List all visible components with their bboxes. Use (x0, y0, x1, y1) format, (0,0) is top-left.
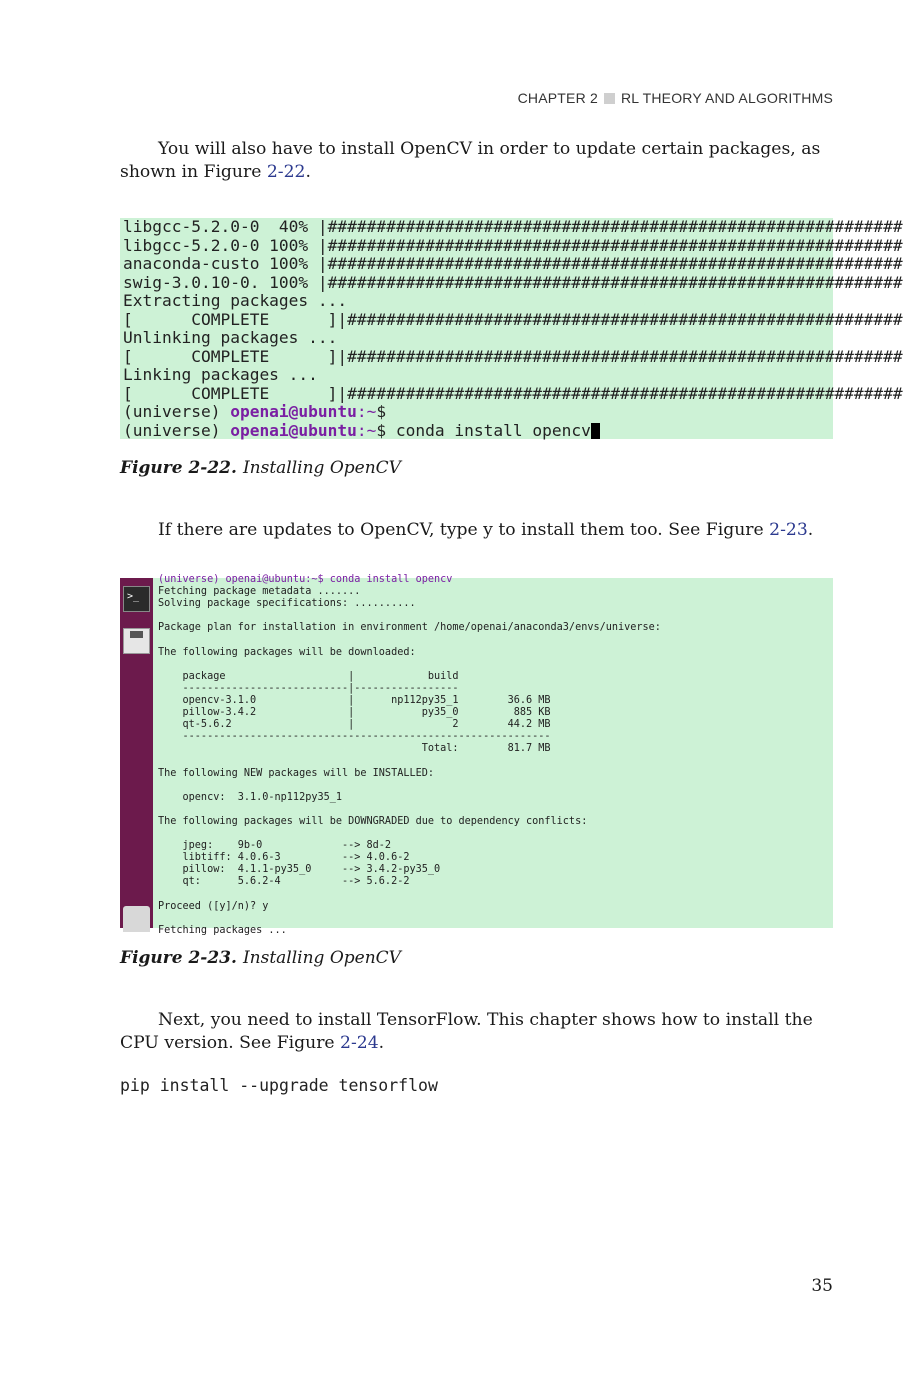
terminal-header-line: (universe) openai@ubuntu:~$ conda install opencv (158, 574, 453, 585)
terminal-line (158, 913, 661, 925)
figure-caption-2-22 (120, 458, 401, 478)
terminal-line: Solving package specifications: .......... (158, 598, 416, 610)
prompt-user: openai@ubuntu (230, 402, 357, 421)
prompt-dir: :~ (356, 402, 377, 421)
terminal-line: Proceed ([y]/n)? y (158, 900, 269, 912)
terminal-screenshot-2-23 (120, 574, 833, 936)
terminal-line: [ COMPLETE ]|######################################################### (123, 346, 903, 366)
paragraph-opencv (120, 138, 833, 184)
terminal-line: libgcc-5.2.0-0 40% |########################################################### (123, 217, 903, 236)
caption-label: Figure 2-22. (120, 458, 237, 478)
terminal-line: opencv: 3.1.0-np112py35_1 (158, 791, 343, 803)
terminal-line (158, 659, 661, 671)
terminal-screenshot-2-22 (120, 217, 903, 440)
chapter-title: RL THEORY AND ALGORITHMS (620, 90, 833, 106)
prompt-user: openai@ubuntu (230, 420, 357, 440)
terminal-line (158, 755, 661, 767)
save-icon[interactable] (123, 628, 150, 654)
terminal-line: Extracting packages ... (123, 291, 348, 310)
caption-label: Figure 2-23. (120, 948, 237, 968)
terminal-line: The following packages will be downloaded: (158, 646, 416, 658)
terminal-command-line (120, 422, 833, 441)
terminal-line (158, 610, 661, 622)
code-snippet: pip install --upgrade tensorflow (120, 1076, 438, 1095)
figure-link-2-24[interactable]: 2-24 (340, 1033, 379, 1053)
trash-icon[interactable] (123, 906, 150, 932)
terminal-line: ---------------------------|----------------- (158, 682, 459, 694)
terminal-line: swig-3.0.10-0. 100% |########################################################### (123, 272, 903, 292)
paragraph-text: If there are updates to OpenCV, type y to install them too. See Figure (158, 520, 770, 540)
terminal-line: libgcc-5.2.0-0 100% |########################################################### (123, 235, 903, 255)
launcher-bar (120, 578, 153, 928)
terminal-line (158, 780, 661, 792)
chapter-label: CHAPTER 2 (517, 90, 598, 106)
terminal-line: [ COMPLETE ]|######################################################### (123, 383, 903, 403)
prompt-env: (universe) (123, 402, 231, 421)
terminal-line: Linking packages ... (123, 365, 318, 384)
terminal-line: The following packages will be DOWNGRADED due to dependency conflicts: (158, 815, 588, 827)
page-number: 35 (811, 1276, 833, 1296)
terminal-line: Total: 81.7 MB (158, 743, 551, 755)
terminal-line: pillow: 4.1.1-py35_0 --> 3.4.2-py35_0 (158, 864, 441, 876)
terminal-output (158, 574, 661, 937)
terminal-line: Package plan for installation in environment /home/openai/anaconda3/envs/universe: (158, 622, 661, 634)
terminal-icon[interactable]: >_ (123, 586, 150, 612)
terminal-line: jpeg: 9b-0 --> 8d-2 (158, 840, 392, 852)
terminal-line: The following NEW packages will be INSTALLED: (158, 767, 435, 779)
paragraph-end: . (807, 520, 814, 540)
paragraph-end: . (378, 1033, 385, 1053)
prompt-dir: :~ (356, 420, 377, 440)
figure-link-2-22[interactable]: 2-22 (266, 162, 306, 182)
terminal-line: package | build (158, 670, 459, 682)
figure-link-2-23[interactable]: 2-23 (769, 520, 808, 540)
terminal-line: opencv-3.1.0 | np112py35_1 36.6 MB (158, 694, 551, 706)
terminal-line (158, 888, 661, 900)
cursor-block (591, 423, 600, 439)
paragraph-end: . (305, 162, 311, 182)
paragraph-updates (120, 519, 833, 542)
figure-caption-2-23 (120, 948, 401, 968)
caption-text: Installing OpenCV (242, 948, 401, 968)
terminal-line: libtiff: 4.0.6-3 --> 4.0.6-2 (158, 852, 410, 864)
paragraph-tensorflow (120, 1009, 833, 1055)
terminal-line: [ COMPLETE ]|######################################################### (123, 309, 903, 329)
prompt-symbol: $ (376, 420, 387, 440)
header-separator (604, 93, 615, 104)
terminal-line: Fetching packages ... (158, 924, 287, 936)
running-header (518, 90, 833, 106)
terminal-line: qt: 5.6.2-4 --> 5.6.2-2 (158, 876, 410, 888)
terminal-line (158, 634, 661, 646)
terminal-prompt-line (120, 403, 833, 422)
terminal-line (158, 828, 661, 840)
prompt-symbol: $ (376, 402, 387, 421)
terminal-line: Fetching package metadata ....... (158, 586, 361, 598)
terminal-line: anaconda-custo 100% |########################################################### (123, 254, 903, 273)
terminal-line: pillow-3.4.2 | py35_0 885 KB (158, 707, 551, 719)
terminal-line: qt-5.6.2 | 2 44.2 MB (158, 719, 551, 731)
terminal-command: conda install opencv (386, 420, 591, 440)
terminal-line (158, 804, 661, 816)
terminal-line: Unlinking packages ... (123, 328, 338, 347)
paragraph-text: Next, you need to install TensorFlow. This chapter shows how to install the CPU version. See Figure (120, 1010, 813, 1053)
caption-text: Installing OpenCV (242, 458, 401, 478)
terminal-line: ------------------------------------------------------------ (158, 731, 551, 743)
prompt-env: (universe) (123, 420, 231, 440)
paragraph-text: You will also have to install OpenCV in order to update certain packages, as shown in Figure (120, 139, 821, 182)
